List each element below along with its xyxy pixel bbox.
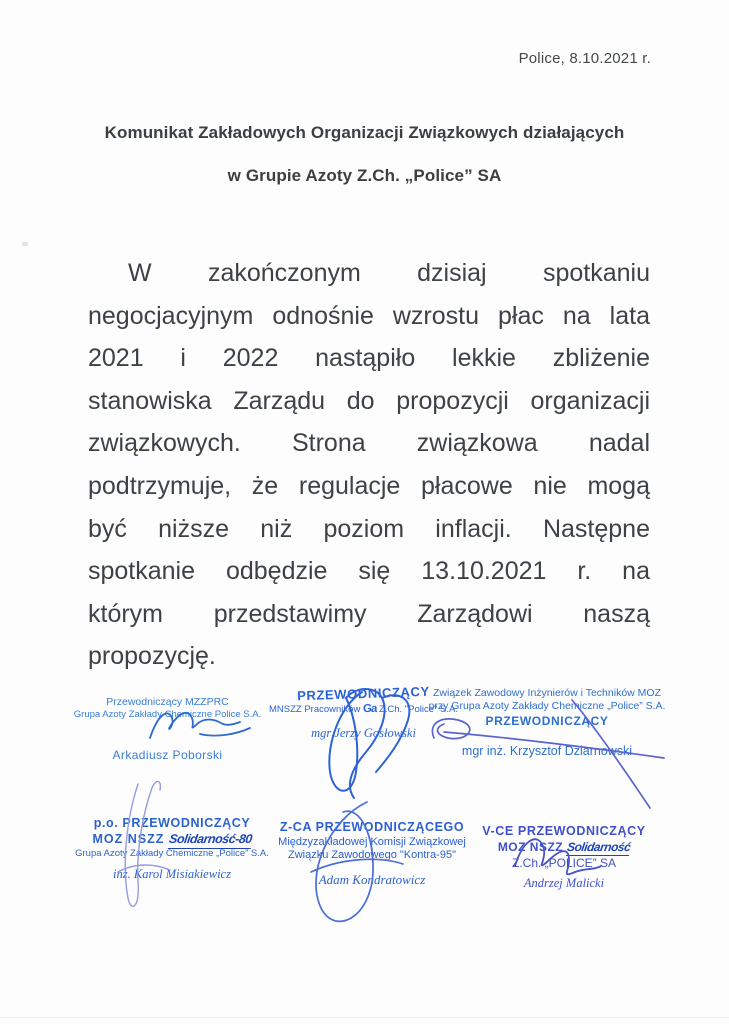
paragraph-line: stanowiska Zarządu do propozycji organizacji — [88, 386, 650, 415]
solidarnosc-80-logo: Solidarność-80 — [168, 832, 253, 849]
stamp-org-prefix: MOZ NSZZ — [92, 831, 165, 846]
paragraph-line: 2021 i 2022 nastąpiło lekkie zbliżenie — [88, 344, 650, 373]
title-line-1: Komunikat Zakładowych Organizacji Związkowych działających — [104, 123, 625, 142]
signature-block-mzzprc — [70, 696, 265, 763]
stamp-org-line: Związek Zawodowy Inżynierów i Techników MOZ — [433, 687, 661, 699]
paragraph-line: spotkanie odbędzie się 13.10.2021 r. na — [88, 557, 650, 586]
signer-name: Adam Kondratowicz — [318, 872, 426, 888]
body-paragraph — [88, 252, 650, 678]
stamp-role-line: PRZEWODNICZĄCY — [485, 714, 609, 729]
stamp-org-prefix: MNSZZ Pracowników — [268, 704, 361, 716]
signature-block-solidarnosc-80 — [66, 816, 278, 883]
stamp-role-line: Przewodniczący MZZPRC — [106, 696, 229, 708]
stamp-role-line: p.o. PRZEWODNICZĄCY — [93, 816, 251, 830]
stamp-org-line: Grupa Azoty Zakłady Chemiczne Police S.A. — [73, 709, 262, 721]
scan-artifact — [22, 242, 28, 246]
signer-name: Andrzej Malicki — [523, 875, 605, 890]
title-line-2: w Grupie Azoty Z.Ch. „Police” SA — [227, 166, 502, 185]
stamp-org-line: Z.Ch. „POLICE” SA — [511, 855, 617, 870]
signer-name: mgr Jerzy Gosłowski — [311, 725, 416, 740]
stamp-org-line — [468, 840, 660, 856]
solidarnosc-logo: Solidarność — [566, 839, 632, 854]
date-line: Police, 8.10.2021 r. — [518, 50, 651, 67]
grupa-azoty-logo: Ga — [362, 703, 377, 716]
stamp-org-line: Związku Zawodowego "Kontra-95" — [287, 849, 456, 862]
stamp-org-line: przy Grupa Azoty Zakłady Chemiczne „Police” S.A. — [428, 700, 666, 713]
signature-block-zzit — [423, 687, 671, 760]
stamp-org-line — [66, 832, 278, 849]
paragraph-line: propozycję. — [88, 642, 216, 671]
signer-name: Arkadiusz Poborski — [112, 748, 223, 762]
stamp-org-line: Międzyzakładowej Komisji Związkowej — [278, 835, 466, 848]
signer-name: inż. Karol Misiakiewicz — [113, 867, 231, 882]
stamp-org-suffix: Z.Ch. "Police" S.A. — [378, 704, 459, 716]
scan-edge-line — [0, 1017, 729, 1018]
paragraph-line: którym przedstawimy Zarządowi naszą — [88, 599, 650, 628]
stamp-role-line: PRZEWODNICZĄCY — [296, 683, 431, 704]
signature-block-solidarnosc — [468, 824, 660, 891]
paragraph-line: negocjacyjnym odnośnie wzrostu płac na lata — [88, 301, 650, 330]
signer-name: mgr inż. Krzysztof Dziarnowski — [461, 744, 633, 759]
stamp-org-line: Grupa Azoty Zakłady Chemiczne „Police” S.A. — [75, 848, 269, 860]
stamp-org-prefix: MOZ NSZZ — [497, 839, 564, 854]
paragraph-line: W zakończonym dzisiaj spotkaniu — [128, 259, 650, 287]
stamp-role-line: Z-CA PRZEWODNICZĄCEGO — [279, 820, 465, 834]
stamp-role-line: V-CE PRZEWODNICZĄCY — [482, 824, 646, 838]
paragraph-line: związkowych. Strona związkowa nadal — [88, 429, 650, 458]
paragraph-line: podtrzymuje, że regulacje płacowe nie mogą — [88, 471, 650, 500]
paragraph-line: być niższe niż poziom inflacji. Następne — [88, 514, 650, 543]
signature-block-kontra-95 — [272, 820, 472, 888]
